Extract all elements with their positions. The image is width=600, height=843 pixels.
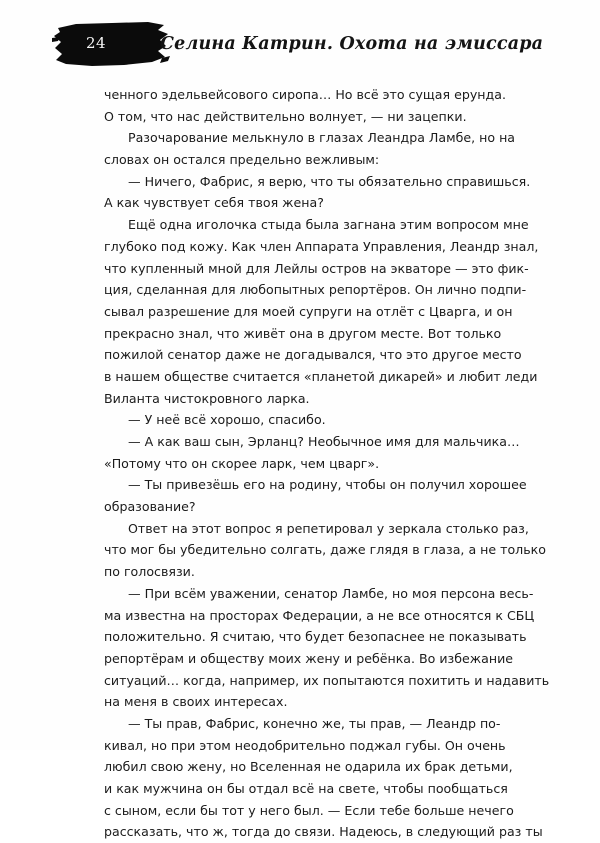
text-line: Виланта чистокровного ларка.	[104, 390, 310, 406]
text-line: — У неё всё хорошо, спасибо.	[128, 412, 326, 428]
text-line: ситуаций… когда, например, их попытаются похитить и надавить	[104, 672, 550, 688]
body-text	[104, 84, 550, 843]
text-line: Ещё одна иголочка стыда была загнана этим вопросом мне	[128, 217, 529, 233]
text-line: что мог бы убедительно солгать, даже глядя в глаза, а не только	[104, 542, 546, 558]
text-line: кивал, но при этом неодобрительно поджал губы. Он очень	[104, 737, 506, 753]
text-line: ченного эдельвейсового сиропа… Но всё это сущая ерунда.	[104, 87, 506, 102]
text-line: образование?	[104, 499, 196, 515]
text-line: в нашем обществе считается «планетой дикарей» и любит леди	[104, 368, 538, 384]
text-line: Ответ на этот вопрос я репетировал у зеркала столько раз,	[128, 520, 529, 536]
text-line: Разочарование мелькнуло в глазах Леандра Ламбе, но на	[128, 130, 516, 146]
text-line: сывал разрешение для моей супруги на отлёт с Цварга, и он	[104, 303, 513, 319]
text-line: — А как ваш сын, Эрланц? Необычное имя для мальчика…	[128, 434, 520, 449]
text-line: с сыном, если бы тот у него был. — Если тебе больше нечего	[104, 802, 514, 818]
text-line: О том, что нас действительно волнует, — ни зацепки.	[104, 108, 467, 124]
text-line: «Потому что он скорее ларк, чем цварг».	[104, 455, 380, 471]
text-line: по голосвязи.	[104, 564, 195, 580]
text-line: что купленный мной для Лейлы остров на экваторе — это фик-	[104, 260, 529, 276]
text-line: глубоко под кожу. Как член Аппарата Управления, Леандр знал,	[104, 238, 539, 254]
text-line: репортёрам и обществу моих жену и ребёнка. Во избежание	[104, 650, 513, 666]
text-line: рассказать, что ж, тогда до связи. Надеюсь, в следующий раз ты	[104, 824, 543, 840]
text-line: — Ты привезёшь его на родину, чтобы он получил хорошее	[128, 477, 527, 493]
page-header	[0, 0, 600, 80]
text-line: прекрасно знал, что живёт она в другом месте. Вот только	[104, 325, 502, 341]
text-line: — Ничего, Фабрис, я верю, что ты обязательно справишься.	[128, 173, 531, 189]
text-line: А как чувствует себя твоя жена?	[104, 195, 324, 211]
text-line: словах он остался предельно вежливым:	[104, 152, 380, 168]
text-line: ма известна на просторах Федерации, а не все относятся к СБЦ	[104, 607, 535, 623]
text-line: и как мужчина он бы отдал всё на свете, чтобы пообщаться	[104, 781, 508, 796]
text-line: на меня в своих интересах.	[104, 694, 288, 710]
running-title: Селина Катрин. Охота на эмиссара	[160, 34, 544, 54]
text-line: — При всём уважении, сенатор Ламбе, но моя персона весь-	[128, 585, 534, 601]
text-line: положительно. Я считаю, что будет безопаснее не показывать	[104, 629, 527, 645]
text-line: любил свою жену, но Вселенная не одарила их брак детьми,	[104, 759, 513, 775]
text-line: пожилой сенатор даже не догадывался, что это другое место	[104, 347, 522, 363]
text-line: — Ты прав, Фабрис, конечно же, ты прав, — Леандр по-	[128, 715, 501, 731]
text-line: ция, сделанная для любопытных репортёров. Он лично подпи-	[104, 282, 527, 298]
page-number: 24	[86, 34, 107, 52]
